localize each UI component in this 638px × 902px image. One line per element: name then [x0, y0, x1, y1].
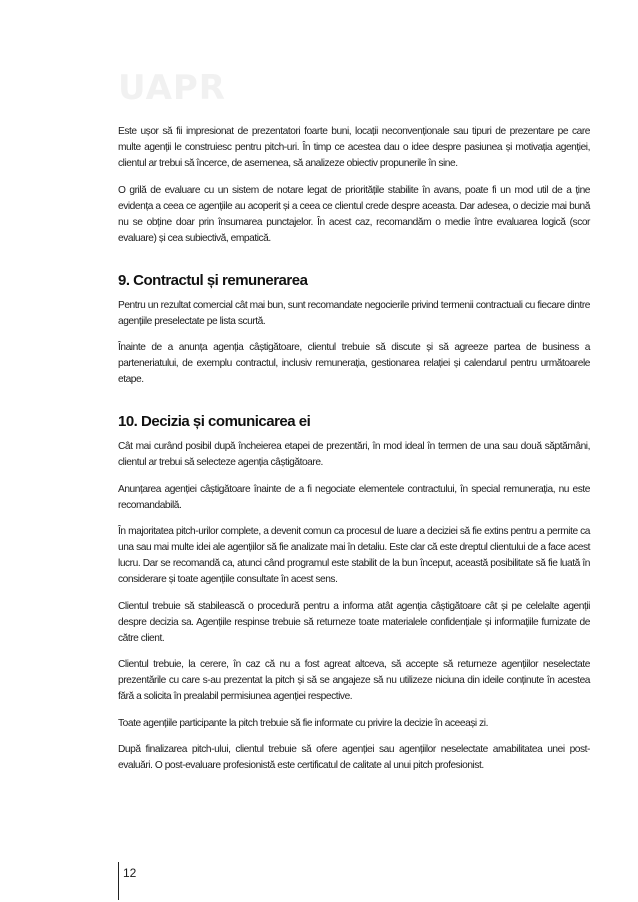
- intro-paragraph-2: O grilă de evaluare cu un sistem de notare legat de prioritățile stabilite în avans, poate fi un mod util de a ține evidența a ceea ce agențiile au acoperit și a ceea ce clientul crede despre aceasta. Dar adesea, o decizie mai bună nu se obține doar prin însumarea punctajelor. În acest caz, recomandăm o medie între evaluarea logică (scor evaluare) și cea subiectivă, empatică.: [118, 184, 590, 244]
- document-body: [118, 124, 590, 785]
- section-10-paragraph-3: În majoritatea pitch-urilor complete, a devenit comun ca procesul de luare a deciziei să fie extins pentru a permite ca una sau mai multe idei ale agențiilor să fie analizate mai în detaliu. Este clar că este dreptul clientului de a face acest lucru. Dar se recomandă ca, atunci când programul este stabilit de la bun început, această posibilitate să fie luată în considerare și toate agențiile consultate în acest sens.: [118, 526, 590, 585]
- section-9-paragraph-2: Înainte de a anunța agenția câștigătoare, clientul trebuie să discute și să agreeze partea de business a parteneriatului, de exemplu contractul, inclusiv remunerația, gestionarea relației și calendarul pentru următoarele etape.: [118, 342, 590, 385]
- section-10-heading: 10. Decizia și comunicarea ei: [118, 413, 311, 430]
- section-9-heading: 9. Contractul și remunerarea: [118, 271, 308, 289]
- page-number: 12: [123, 866, 137, 880]
- section-9-paragraph-1: Pentru un rezultat comercial cât mai bun, sunt recomandate negocierile privind termenii contractuali cu fiecare dintre agențiile preselectate pe lista scurtă.: [118, 299, 590, 327]
- section-10-paragraph-6: Toate agențiile participante la pitch trebuie să fie informate cu privire la decizie în aceeași zi.: [118, 717, 488, 729]
- page-number-divider: [118, 862, 119, 900]
- uapr-watermark-logo: UAPR: [118, 68, 226, 108]
- section-10-paragraph-2: Anunțarea agenției câștigătoare înainte de a fi negociate elementele contractului, în special remunerația, nu este recomandabilă.: [118, 483, 590, 511]
- intro-paragraph-1: Este ușor să fii impresionat de prezentatori foarte buni, locații neconvenționale sau tipuri de prezentare pe care multe agenții le construiesc pentru pitch-uri. În timp ce acestea dau o idee despre pasiunea și motivația agenției, clientul ar trebui să încerce, de asemenea, să analizeze obiectiv propunerile în sine.: [118, 126, 590, 169]
- section-10-paragraph-5: Clientul trebuie, la cerere, în caz că nu a fost agreat altceva, să accepte să returneze agențiilor neselectate prezentările cu care s-au prezentat la pitch și să se angajeze să nu utilizeze niciuna din ideile conținute în acestea fără a solicita în prealabil permisiunea agenției respective.: [118, 659, 590, 702]
- section-10-paragraph-1: Cât mai curând posibil după încheierea etapei de prezentări, în mod ideal în termen de una sau două săptămâni, clientul ar trebui să selecteze agenția câștigătoare.: [118, 441, 590, 468]
- section-10-paragraph-4: Clientul trebuie să stabilească o procedură pentru a informa atât agenția câștigătoare cât și pe celelalte agenții despre decizia sa. Agențiile respinse trebuie să returneze toate materialele confidențiale și informațiile furnizate de către client.: [118, 600, 590, 644]
- section-10-paragraph-7: După finalizarea pitch-ului, clientul trebuie să ofere agenției sau agențiilor neselectate amabilitatea unei post-evaluări. O post-evaluare profesionistă este certificatul de calitate al unui pitch profesionist.: [118, 744, 590, 771]
